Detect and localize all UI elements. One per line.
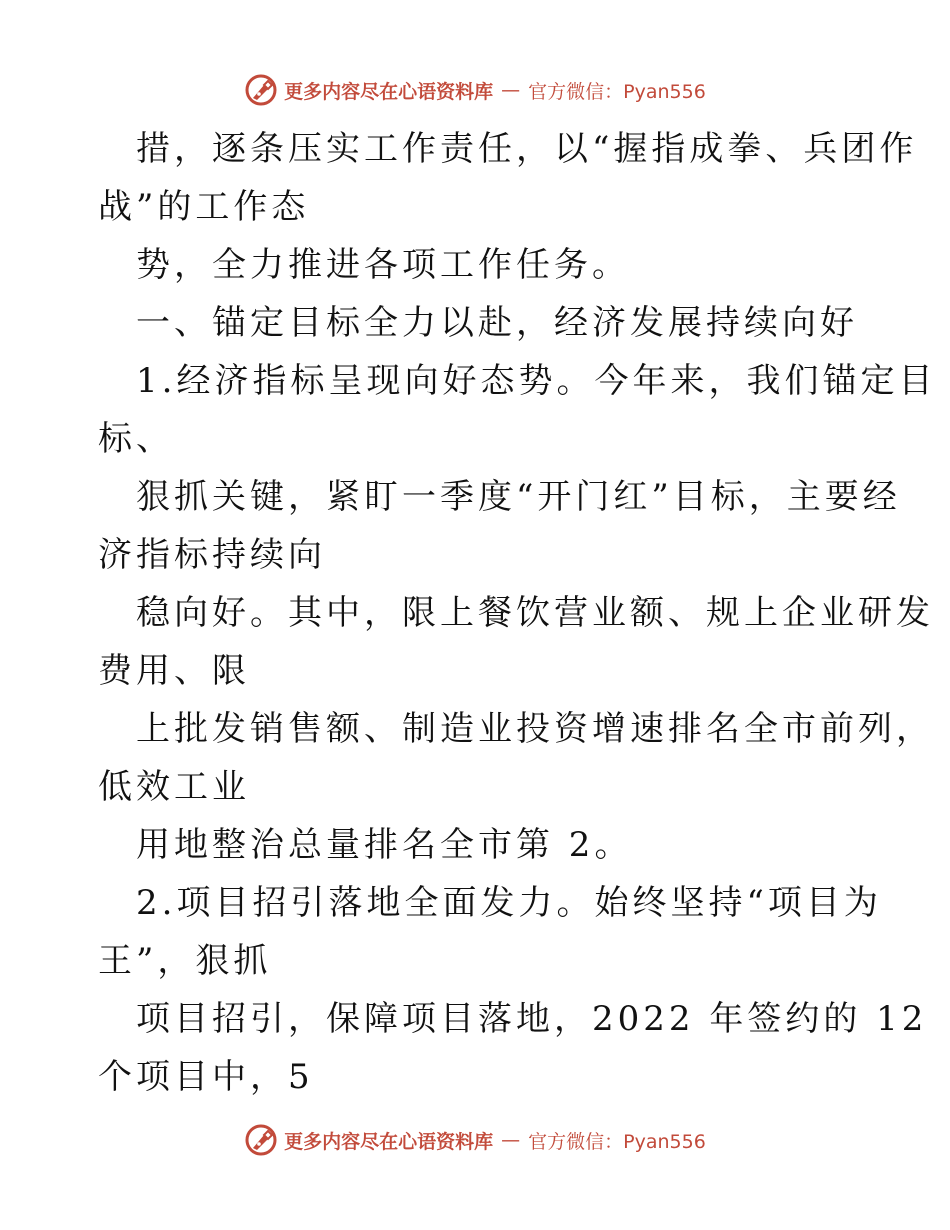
- banner-title: 更多内容尽在心语资料库: [284, 80, 494, 103]
- section-heading: 一、锚定目标全力以赴，经济发展持续向好: [136, 303, 858, 343]
- text-line: 势，全力推进各项工作任务。: [136, 245, 630, 285]
- banner-dash: —: [501, 1129, 521, 1151]
- text-line: 个项目中，5: [98, 1057, 314, 1097]
- text-line: 王”，狠抓: [98, 941, 272, 981]
- banner-wechat: 官方微信：Pyan556: [528, 1130, 706, 1153]
- text-line: 济指标持续向: [98, 535, 326, 575]
- text-line: 标、: [98, 419, 174, 459]
- banner-title: 更多内容尽在心语资料库: [284, 1130, 494, 1153]
- footer-watermark-banner: [0, 1120, 950, 1160]
- text-line: 2.项目招引落地全面发力。始终坚持“项目为: [136, 883, 882, 923]
- banner-dash: —: [501, 79, 521, 101]
- banner-wechat: 官方微信：Pyan556: [528, 80, 706, 103]
- text-line: 战”的工作态: [98, 187, 310, 227]
- text-line: 稳向好。其中，限上餐饮营业额、规上企业研发: [136, 593, 934, 633]
- header-watermark-banner: [0, 70, 950, 110]
- text-line: 费用、限: [98, 651, 250, 691]
- pen-nib-logo-icon: [244, 73, 278, 107]
- text-line: 1.经济指标呈现向好态势。今年来，我们锚定目: [136, 361, 937, 401]
- pen-nib-logo-icon: [244, 1123, 278, 1157]
- text-line: 项目招引，保障项目落地，2022 年签约的 12: [136, 999, 928, 1039]
- text-line: 低效工业: [98, 767, 250, 807]
- text-line: 措，逐条压实工作责任，以“握指成拳、兵团作: [136, 129, 918, 169]
- text-line: 上批发销售额、制造业投资增速排名全市前列，: [136, 709, 934, 749]
- text-line: 狠抓关键，紧盯一季度“开门红”目标，主要经: [136, 477, 901, 517]
- text-line: 用地整治总量排名全市第 2。: [136, 825, 633, 865]
